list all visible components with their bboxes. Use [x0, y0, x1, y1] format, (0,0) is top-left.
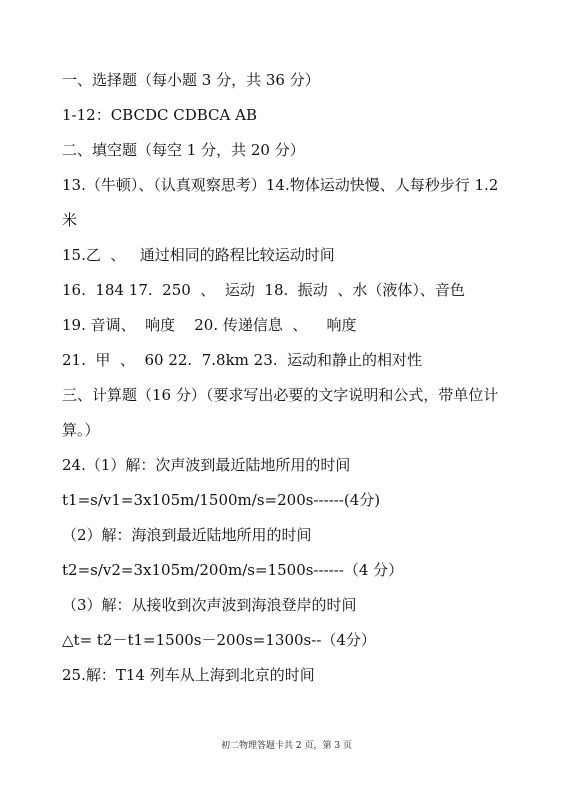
- section-3-heading: 三、计算题（16 分）（要求写出必要的文字说明和公式，带单位计: [62, 386, 499, 404]
- answer-24-part-2-formula: t2=s/v2=3x105m/200m/s=1500s------（4 分）: [62, 561, 404, 579]
- section-1-heading: 一、选择题（每小题 3 分，共 36 分）: [62, 71, 320, 89]
- answer-24-part-1-formula: t1=s/v1=3x105m/1500m/s=200s------(4分): [62, 491, 381, 509]
- answer-19-20: 19. 音调、 响度 20. 传递信息 、 响度: [62, 316, 357, 334]
- answer-24-part-3-formula: △t= t2－t1=1500s－200s=1300s--（4分）: [62, 631, 376, 649]
- answer-1-12: 1-12：CBCDC CDBCA AB: [62, 106, 257, 124]
- page-footer: 初二物理答题卡共 2 页，第 3 页: [221, 741, 352, 751]
- answer-15: 15.乙 、 通过相同的路程比较运动时间: [62, 246, 335, 264]
- answer-24-part-2: （2）解：海浪到最近陆地所用的时间: [62, 526, 312, 544]
- answer-14-continued: 米: [62, 211, 78, 229]
- answer-25: 25.解：T14 列车从上海到北京的时间: [62, 666, 315, 684]
- answer-24-part-1: 24.（1）解：次声波到最近陆地所用的时间: [62, 456, 351, 474]
- section-2-heading: 二、填空题（每空 1 分，共 20 分）: [62, 141, 305, 159]
- answer-24-part-3: （3）解：从接收到次声波到海浪登岸的时间: [62, 596, 357, 614]
- answer-21-23: 21. 甲 、 60 22. 7.8km 23. 运动和静止的相对性: [62, 351, 423, 369]
- answer-13-14: 13.（牛顿）、（认真观察思考）14.物体运动快慢、人每秒步行 1.2: [62, 176, 499, 194]
- answer-16-18: 16. 184 17. 250 、 运动 18. 振动 、水（液体）、音色: [62, 281, 465, 299]
- section-3-heading-continued: 算。）: [62, 421, 100, 439]
